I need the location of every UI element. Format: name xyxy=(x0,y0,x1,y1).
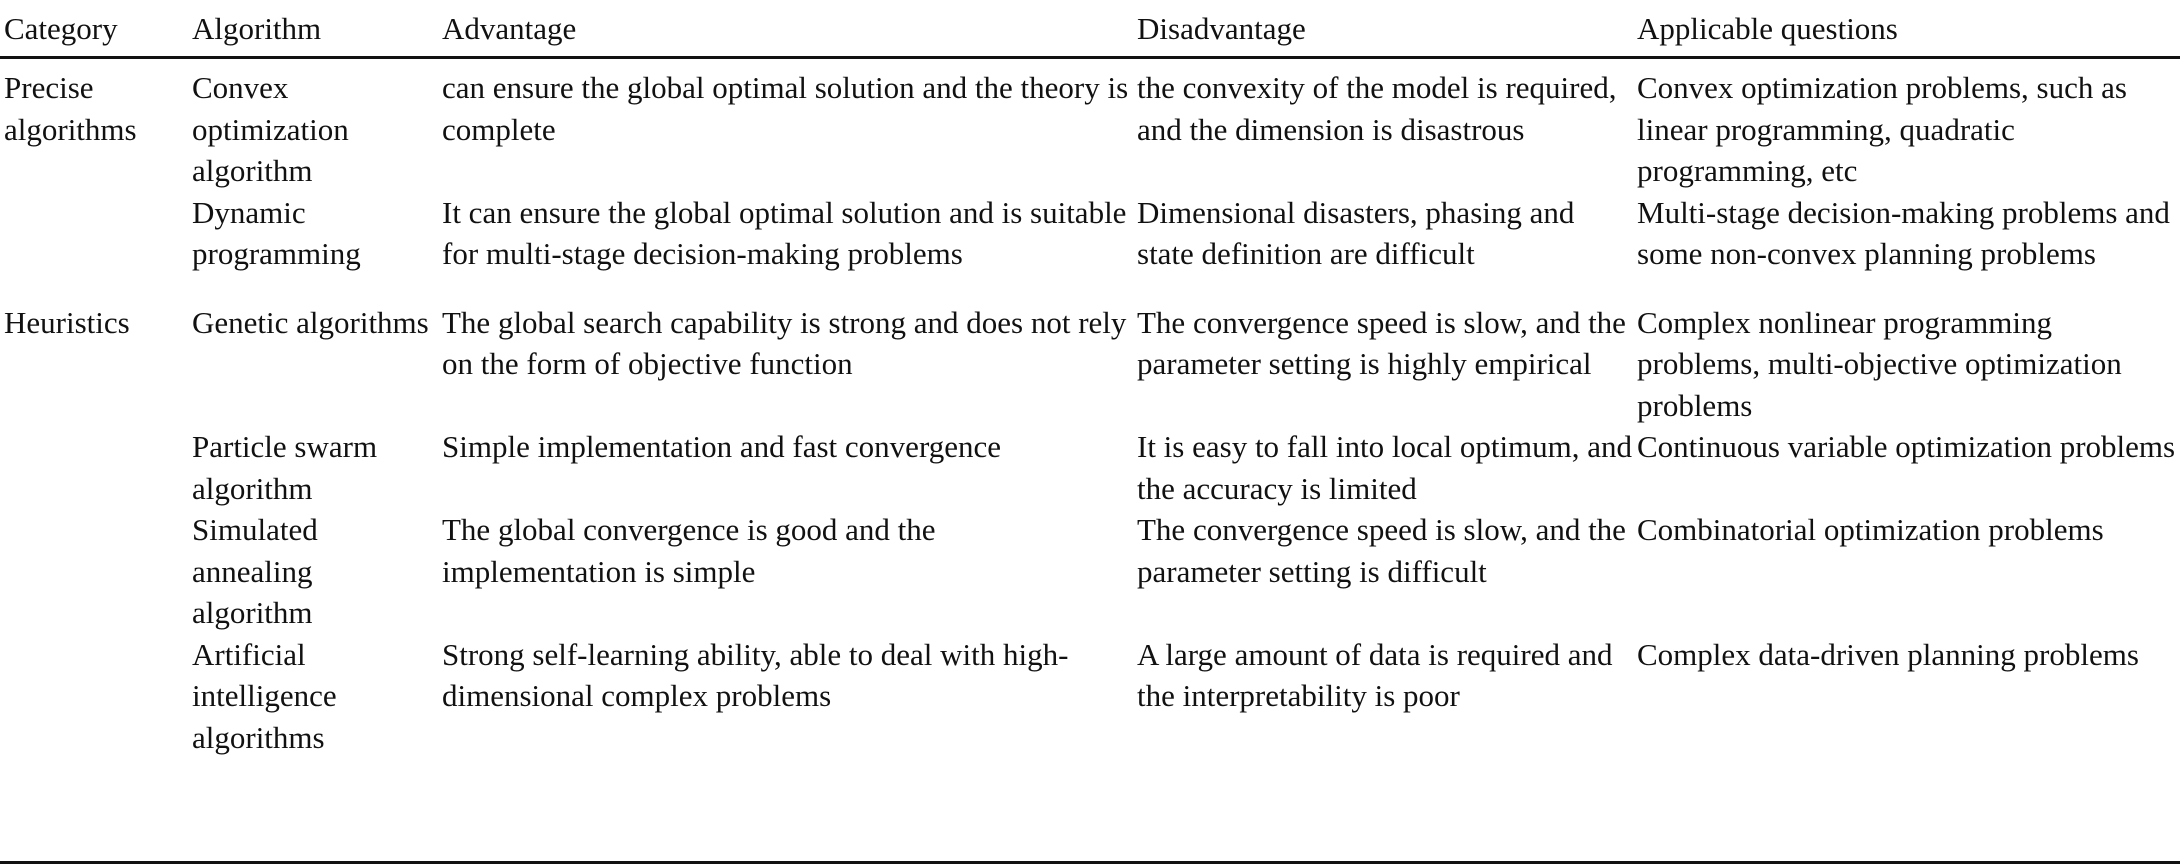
table-row xyxy=(0,426,2180,509)
advantage-cell: The global search capability is strong and does not rely on the form of objective function xyxy=(442,304,1127,381)
algorithm-cell: Dynamic programming xyxy=(192,194,361,271)
disadvantage-cell: It is easy to fall into local optimum, and the accuracy is limited xyxy=(1137,429,1633,506)
applicable-cell: Continuous variable optimization problems xyxy=(1637,429,2176,464)
category-cell: Heuristics xyxy=(4,304,130,340)
category-cell xyxy=(0,192,188,275)
category-cell xyxy=(0,509,188,634)
table-row xyxy=(0,192,2180,275)
category-cell xyxy=(0,426,188,509)
disadvantage-cell: the convexity of the model is required, and the dimension is disastrous xyxy=(1137,70,1617,147)
applicable-cell: Complex data-driven planning problems xyxy=(1637,636,2139,672)
algorithm-cell: Particle swarm algorithm xyxy=(192,429,378,506)
applicable-cell: Combinatorial optimization problems xyxy=(1637,512,2104,547)
bottom-rule xyxy=(0,861,2180,864)
algorithm-cell: Artificial intelligence algorithms xyxy=(192,636,337,755)
disadvantage-cell: The convergence speed is slow, and the parameter setting is highly empirical xyxy=(1137,304,1626,381)
table-row xyxy=(0,275,2180,427)
applicable-cell: Convex optimization problems, such as linear programming, quadratic programming, etc xyxy=(1637,70,2127,188)
advantage-cell: Simple implementation and fast convergence xyxy=(442,429,1001,464)
header-applicable-questions: Applicable questions xyxy=(1637,11,1898,46)
applicable-cell: Multi-stage decision-making problems and some non-convex planning problems xyxy=(1637,194,2170,271)
disadvantage-cell: The convergence speed is slow, and the parameter setting is difficult xyxy=(1137,512,1626,589)
algorithm-cell: Genetic algorithms xyxy=(192,304,429,340)
table-row xyxy=(0,58,2180,192)
advantage-cell: The global convergence is good and the implementation is simple xyxy=(442,512,936,589)
header-advantage: Advantage xyxy=(442,11,577,46)
table-body xyxy=(0,58,2180,758)
algorithm-cell: Simulated annealing algorithm xyxy=(192,512,318,630)
advantage-cell: It can ensure the global optimal solution and is suitable for multi-stage decision-making problems xyxy=(442,194,1127,271)
disadvantage-cell: Dimensional disasters, phasing and state definition are difficult xyxy=(1137,194,1575,271)
header-algorithm: Algorithm xyxy=(192,11,322,46)
advantage-cell: Strong self-learning ability, able to deal with high-dimensional complex problems xyxy=(442,636,1069,713)
header-row xyxy=(0,0,2180,58)
advantage-cell: can ensure the global optimal solution and the theory is complete xyxy=(442,70,1129,147)
category-cell xyxy=(0,634,188,759)
applicable-cell: Complex nonlinear programming problems, multi-objective optimization problems xyxy=(1637,304,2122,423)
header-disadvantage: Disadvantage xyxy=(1137,11,1306,46)
table-row xyxy=(0,509,2180,634)
algorithm-cell: Convex optimization algorithm xyxy=(192,70,349,188)
header-category: Category xyxy=(4,11,118,46)
category-cell: Precise algorithms xyxy=(4,70,137,147)
disadvantage-cell: A large amount of data is required and the interpretability is poor xyxy=(1137,636,1613,713)
table-header xyxy=(0,0,2180,58)
table-row xyxy=(0,634,2180,759)
